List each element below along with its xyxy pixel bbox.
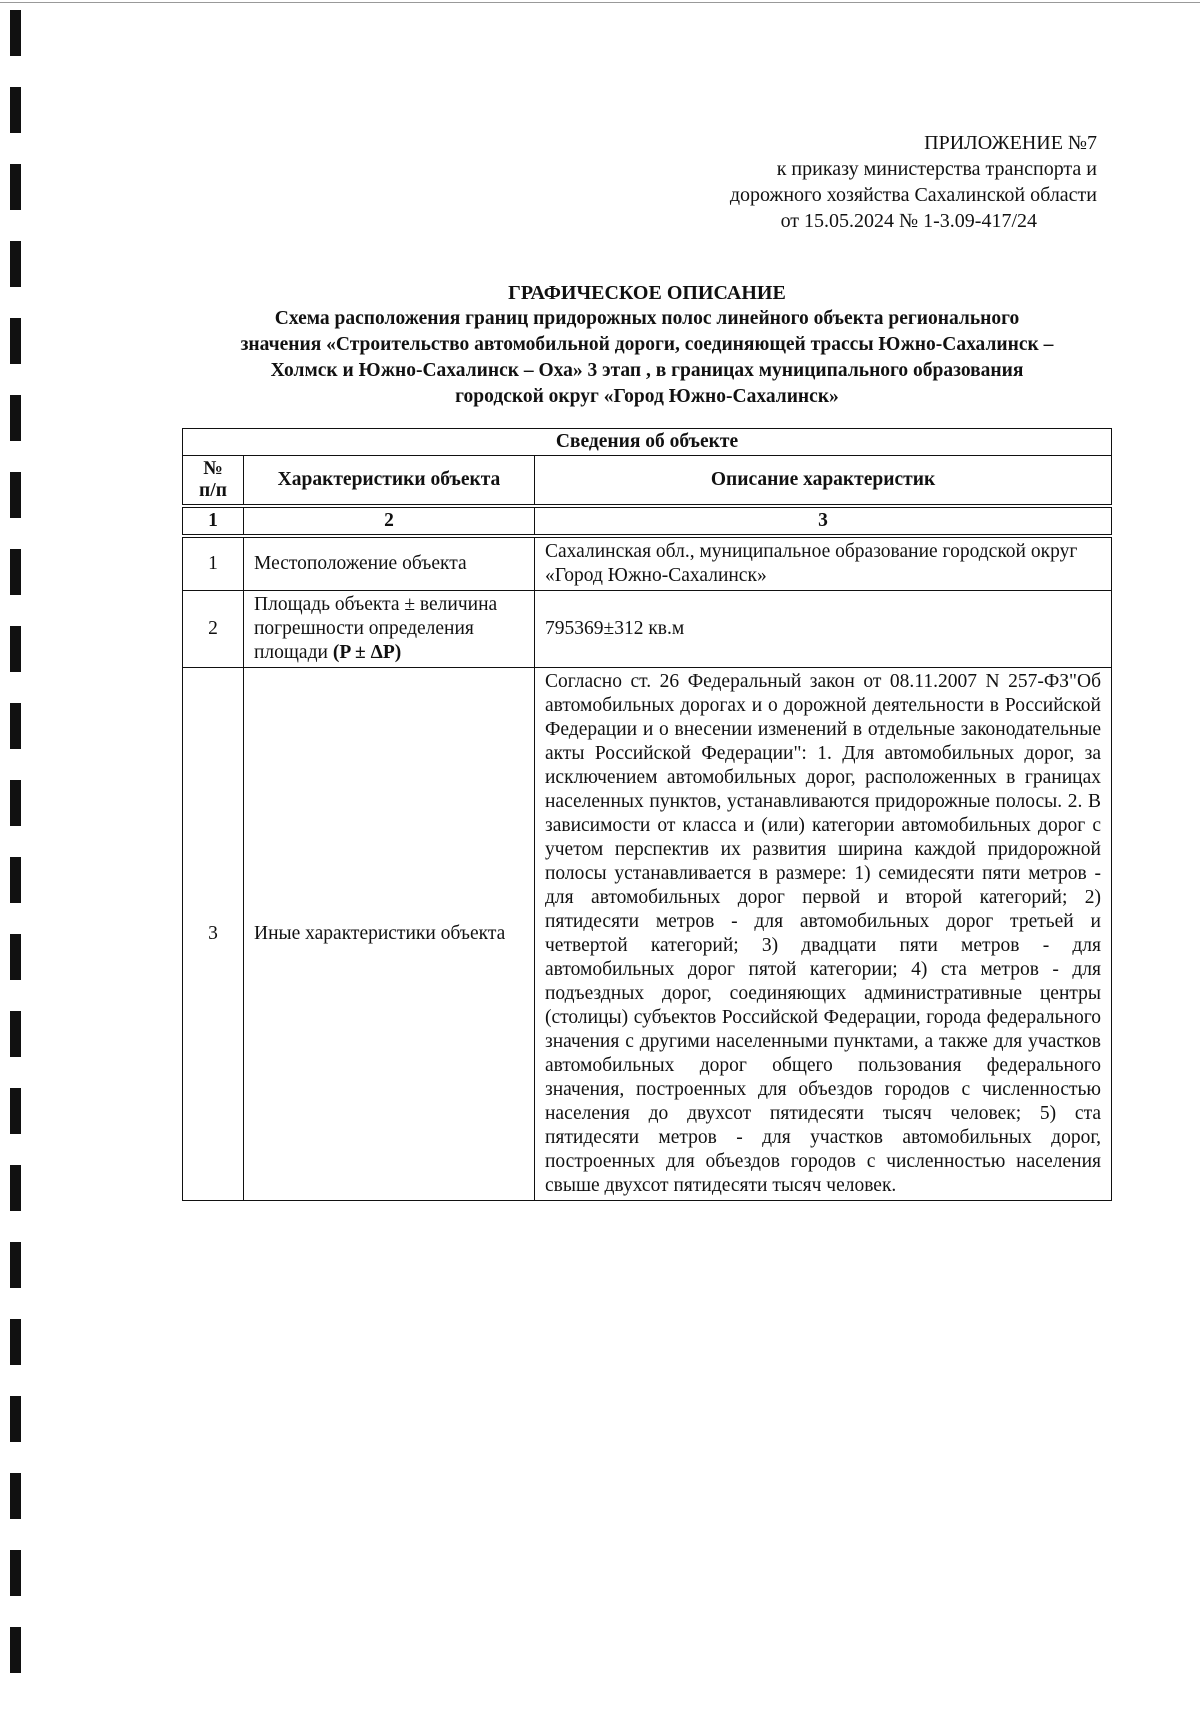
binding-mark [10, 1319, 21, 1365]
binding-mark [10, 241, 21, 287]
appendix-line-2: дорожного хозяйства Сахалинской области [729, 184, 1097, 206]
table-row [183, 536, 1112, 591]
binding-mark [10, 1550, 21, 1596]
col-number-1: 1 [183, 506, 244, 536]
col-number-3: 3 [535, 506, 1112, 536]
binding-mark [10, 1011, 21, 1057]
title-line-2: значения «Строительство автомобильной дороги, соединяющей трассы Южно-Сахалинск – [240, 334, 1054, 355]
binding-mark [10, 395, 21, 441]
column-number-row [183, 506, 1112, 536]
binding-mark [10, 1242, 21, 1288]
object-info-table [182, 428, 1112, 1201]
row-description: Сахалинская обл., муниципальное образование городской округ «Город Южно-Сахалинск» [535, 536, 1112, 591]
binding-mark [10, 857, 21, 903]
table-caption: Сведения об объекте [183, 429, 1112, 456]
area-label: Площадь объекта ± величина погрешности определения площади [254, 594, 498, 663]
main-title: ГРАФИЧЕСКОЕ ОПИСАНИЕ [508, 282, 786, 304]
header-characteristics: Характеристики объекта [244, 456, 535, 507]
binding-mark [10, 780, 21, 826]
binding-marks [0, 0, 40, 1711]
binding-mark [10, 10, 21, 56]
appendix-header [730, 130, 1097, 234]
binding-mark [10, 472, 21, 518]
table-header-row [183, 456, 1112, 507]
table-row [183, 591, 1112, 668]
appendix-line-1: к приказу министерства транспорта и [776, 158, 1097, 180]
row-num: 2 [183, 591, 244, 668]
binding-mark [10, 703, 21, 749]
binding-mark [10, 549, 21, 595]
binding-mark [10, 1088, 21, 1134]
appendix-line-3: от 15.05.2024 № 1-3.09-417/24 [780, 210, 1037, 232]
title-line-4: городской округ «Город Южно-Сахалинск» [455, 386, 839, 407]
binding-mark [10, 1396, 21, 1442]
binding-mark [10, 87, 21, 133]
row-characteristic: Местоположение объекта [244, 536, 535, 591]
binding-mark [10, 1627, 21, 1673]
binding-mark [10, 626, 21, 672]
col-number-2: 2 [244, 506, 535, 536]
binding-mark [10, 1165, 21, 1211]
title-line-1: Схема расположения границ придорожных полос линейного объекта регионального [274, 308, 1020, 329]
appendix-title: ПРИЛОЖЕНИЕ №7 [924, 132, 1097, 154]
row-characteristic [244, 591, 535, 668]
binding-mark [10, 934, 21, 980]
table-row [183, 668, 1112, 1201]
scan-top-edge [0, 2, 1200, 3]
header-num: № п/п [183, 456, 244, 507]
area-formula: (P ± ΔP) [332, 642, 402, 663]
title-line-3: Холмск и Южно-Сахалинск – Оха» 3 этап , в границах муниципального образования [270, 360, 1024, 381]
document-title [182, 280, 1112, 410]
table-caption-row [183, 429, 1112, 456]
row-num: 3 [183, 668, 244, 1201]
header-description: Описание характеристик [535, 456, 1112, 507]
binding-mark [10, 1473, 21, 1519]
row-description: 795369±312 кв.м [535, 591, 1112, 668]
row-description: Согласно ст. 26 Федеральный закон от 08.11.2007 N 257-ФЗ"Об автомобильных дорогах и о дорожной деятельности в Российской Федерации и о внесении изменений в отдельные законодательные акты Российской Федерации": 1. Для автомобильных дорог, за исключением автомобильных дорог, расположенных в границах населенных пунктов, устанавливаются придорожные полосы. 2. В зависимости от класса и (или) категории автомобильных дорог с учетом перспектив их развития ширина каждой придорожной полосы устанавливается в размере: 1) семидесяти пяти метров - для автомобильных дорог первой и второй категорий; 2) пятидесяти метров - для автомобильных дорог третьей и четвертой категорий; 3) двадцати пяти метров - для автомобильных дорог пятой категории; 4) ста метров - для подъездных дорог, соединяющих административные центры (столицы) субъектов Российской Федерации, города федерального значения с другими населенными пунктами, а также для участков автомобильных дорог общего пользования федерального значения, построенных для объездов городов с численностью населения до двухсот пятидесяти тысяч человек; 5) ста пятидесяти метров - для участков автомобильных дорог, построенных для объездов городов с численностью населения свыше двухсот пятидесяти тысяч человек. [535, 668, 1112, 1201]
row-num: 1 [183, 536, 244, 591]
row-characteristic: Иные характеристики объекта [244, 668, 535, 1201]
binding-mark [10, 164, 21, 210]
binding-mark [10, 318, 21, 364]
